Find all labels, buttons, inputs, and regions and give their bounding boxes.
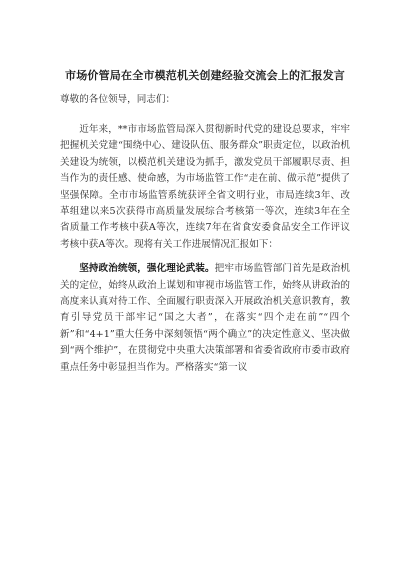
paragraph-lead: 坚持政治统领，强化理论武装。 — [79, 263, 215, 275]
paragraph-intro — [60, 122, 350, 253]
paragraph-text: 把牢市场监管部门首先是政治机关的定位，始终从政治上谋划和审视市场监管工作，始终从讲政治的高度来认真对待工作、全面履行职责深入开展政治机关意识教育，教育引导党员干部牢记“国之大者”，在落实“四个走在前”“四个新”和“4+1”重大任务中深刻领悟“两个确立”的决定性意义、坚决做到“两个维护”，在贯彻党中央重大决策部署和省委省政府市委市政府重点任务中彰显担当作为。严格落实“第一议 — [60, 263, 351, 373]
paragraph-text: 近年来，**市市场监管局深入贯彻新时代党的建设总要求，牢牢把握机关党建“围绕中心、建设队伍、服务群众”职责定位，以政治机关建设为统领，以模范机关建设为抓手，激发党员干部履职尽责、担当作为的责任感、使命感，为市场监管工作“走在前、做示范”提供了坚强保障。全市市场监管系统获评全省文明行业，市局连续3年、改革组建以来5次获得市高质量发展综合考核第一等次，连续3年在全省质量工作考核中获A等次，连续7年在省食安委食品安全工作评议考核中获A等次。现将有关工作进展情况汇报如下： — [60, 124, 350, 250]
paragraph-political-leadership — [60, 261, 350, 376]
salutation: 尊敬的各位领导，同志们： — [60, 94, 176, 105]
document-title: 市场价管局在全市模范机关创建经验交流会上的汇报发言 — [65, 69, 345, 82]
